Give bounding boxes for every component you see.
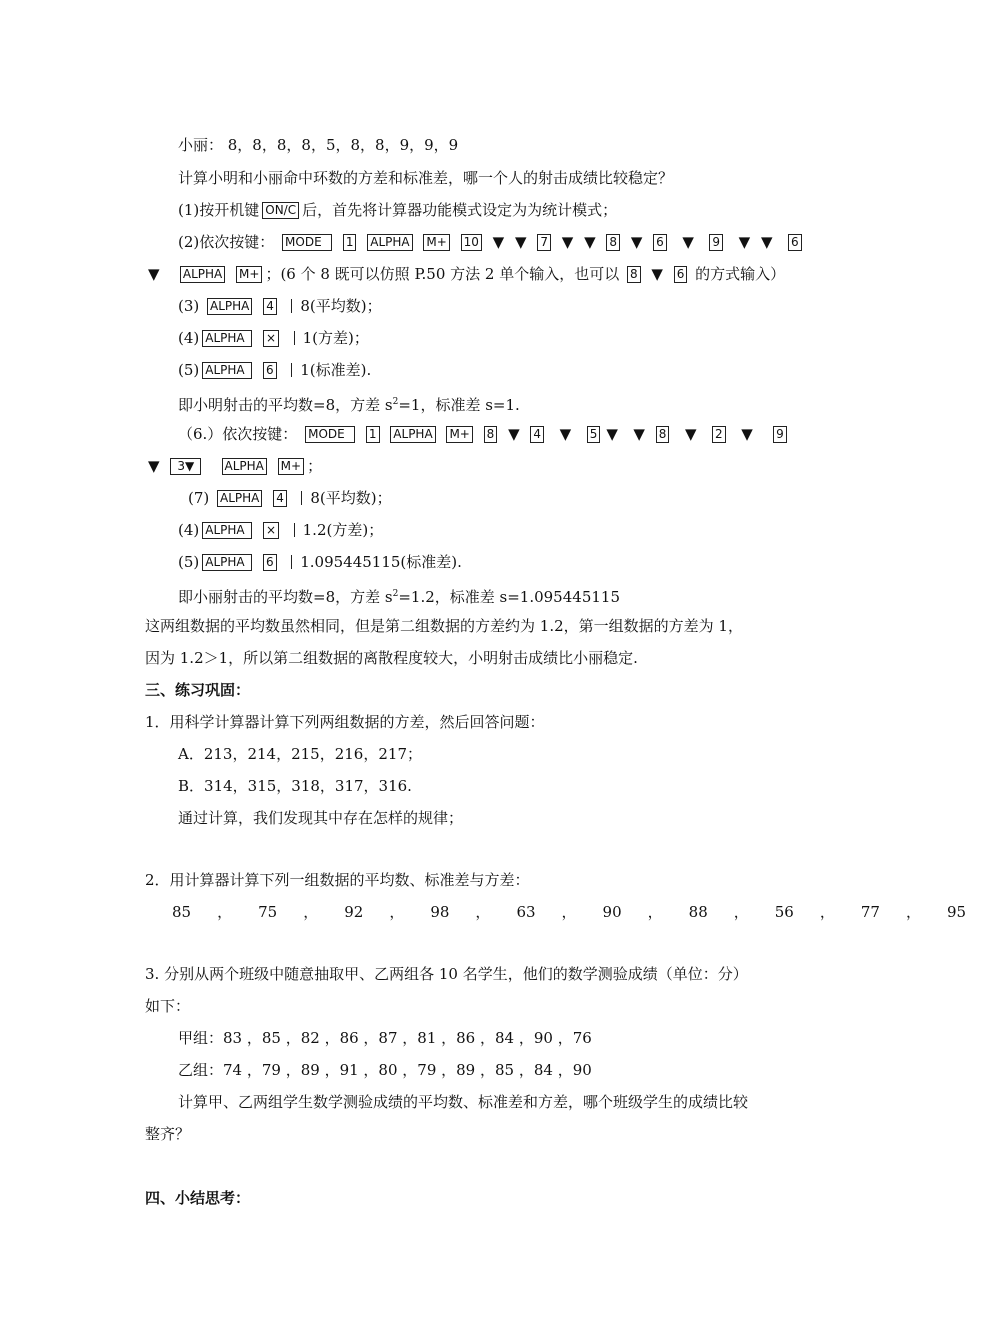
number-value: 95 [946,903,967,921]
question-3-task: 计算甲、乙两组学生数学测验成绩的平均数、标准差和方差，哪个班级学生的成绩比较 [178,1093,749,1111]
key-8: 8 [656,426,670,443]
separator: ， [905,903,921,921]
key-7: 7 [537,234,551,251]
key-3: 3▼ [170,458,201,475]
key-6: 6 [263,362,277,379]
text-line: (3) ALPHA 4 8(平均数)； [178,297,382,315]
down-arrow-icon: ▼ [741,425,753,443]
down-arrow-icon: ▼ [148,457,160,475]
number-value: 63 [516,903,536,921]
text-line: 这两组数据的平均数虽然相同，但是第二组数据的方差约为 1.2，第一组数据的方差为 1， [145,617,743,635]
key-mplus: M+ [446,426,472,443]
key-alpha: ALPHA [202,554,252,571]
question-1: 1．用科学计算器计算下列两组数据的方差，然后回答问题： [145,713,545,731]
down-arrow-icon: ▼ [738,233,751,251]
down-arrow-icon: ▼ [633,425,645,443]
text-line: (7) ALPHA 4 8(平均数)； [188,489,392,507]
number-value: 88 [688,903,708,921]
down-arrow-icon: ▼ [684,425,697,443]
down-arrow-icon: ▼ [508,425,520,443]
question-1-b: B．314，315，318，317，316. [178,777,412,795]
down-arrow-icon: ▼ [682,233,694,251]
key-onc: ON/C [262,202,299,219]
text-line: ▼ ALPHA M+ ；(6 个 8 既可以仿照 P.50 方法 2 单个输入，也可以 8 ▼ 6 的方式输入） [148,265,786,283]
question-3: 3. 分别从两个班级中随意抽取甲、乙两组各 10 名学生，他们的数学测验成绩（单位：分） [145,965,748,983]
text-line: （6.）依次按键： MODE 1 ALPHA M+ 8 ▼ 4 ▼ 5 ▼ ▼ 8 ▼ 2 ▼ 9 [178,424,790,444]
key-6: 6 [263,554,277,571]
question-2-numbers [172,902,992,922]
down-arrow-icon: ▼ [148,265,160,283]
key-alpha: ALPHA [180,266,225,283]
key-5: 5 [587,426,601,443]
key-alpha: ALPHA [390,426,435,443]
separator: ， [217,903,233,921]
key-times: × [263,330,279,347]
section-heading: 四、小结思考： [145,1189,251,1207]
separator: ， [819,903,835,921]
key-mplus: M+ [423,234,449,251]
key-mode: MODE [282,234,332,251]
question-1-a: A．213，214，215，216，217； [178,745,422,763]
separator: ， [647,903,663,921]
key-6: 6 [788,234,802,251]
key-mode: MODE [305,426,355,443]
down-arrow-icon: ▼ [561,233,574,251]
number-value: 98 [430,903,450,921]
down-arrow-icon: ▼ [492,233,505,251]
key-times: × [263,522,279,539]
text-line: (4) ALPHA × 1(方差)； [178,329,369,347]
key-1: 1 [343,234,357,251]
text-line: 即小明射击的平均数=8，方差 $s^2=1$，标准差 s=1. [178,396,520,414]
separator: ， [733,903,749,921]
key-4: 4 [263,298,277,315]
text-line: ▼ 3▼ ALPHA M+ ； [148,457,323,475]
question-3-group-b: 乙组：74 ，79 ，89 ，91 ，80 ，79 ，89 ，85 ，84 ，90 [178,1061,592,1079]
separator: ， [475,903,491,921]
number-value: 77 [860,903,880,921]
number-value: 56 [774,903,794,921]
separator: ， [303,903,319,921]
key-alpha: ALPHA [202,522,252,539]
key-alpha: ALPHA [367,234,412,251]
number-value: 90 [602,903,622,921]
text-line: (4) ALPHA × 1.2(方差)； [178,521,384,539]
down-arrow-icon: ▼ [630,233,643,251]
text-line: 计算小明和小丽命中环数的方差和标准差，哪一个人的射击成绩比较稳定？ [178,169,674,187]
separator: ， [389,903,405,921]
key-1: 1 [366,426,380,443]
number-value: 92 [344,903,364,921]
question-3-task: 整齐？ [145,1125,191,1143]
key-alpha: ALPHA [222,458,267,475]
text-line: 因为 1.2＞1，所以第二组数据的离散程度较大，小明射击成绩比小丽稳定. [145,649,638,667]
text-line: (5) ALPHA 6 1(标准差). [178,361,372,379]
question-3: 如下： [145,997,191,1015]
key-alpha: ALPHA [217,490,262,507]
down-arrow-icon: ▼ [584,233,596,251]
key-alpha: ALPHA [202,330,252,347]
text-line: 小丽： 8，8，8，8，5，8，8，9，9，9 [178,136,459,154]
down-arrow-icon: ▼ [514,233,527,251]
key-6: 6 [674,266,688,283]
question-1-c: 通过计算，我们发现其中存在怎样的规律； [178,809,464,827]
key-9: 9 [773,426,787,443]
down-arrow-icon: ▼ [606,425,618,443]
key-8: 8 [484,426,498,443]
question-3-group-a: 甲组：83 ，85 ，82 ，86 ，87 ，81 ，86 ，84 ，90 ，76 [178,1029,592,1047]
key-2: 2 [712,426,726,443]
key-8: 8 [606,234,620,251]
down-arrow-icon: ▼ [760,233,773,251]
text-line: (1)按开机键 ON/C 后，首先将计算器功能模式设定为为统计模式； [178,201,618,219]
text-line: (2)依次按键： MODE 1 ALPHA M+ 10 ▼ ▼ 7 ▼ ▼ 8 ▼ 6 ▼ 9 ▼ ▼ 6 [178,232,805,252]
key-4: 4 [273,490,287,507]
key-alpha: ALPHA [207,298,252,315]
text-line: (5) ALPHA 6 1.095445115(标准差). [178,553,462,571]
question-2: 2．用计算器计算下列一组数据的平均数、标准差与方差： [145,871,530,889]
key-mplus: M+ [278,458,304,475]
key-8: 8 [627,266,641,283]
key-mplus: M+ [236,266,262,283]
key-alpha: ALPHA [202,362,252,379]
section-heading: 三、练习巩固： [145,681,251,699]
down-arrow-icon: ▼ [651,265,663,283]
number-value: 85 [172,903,192,921]
key-4: 4 [530,426,544,443]
text-line: 即小丽射击的平均数=8，方差 $s^2=1.2$，标准差 s=1.095445115 [178,588,620,606]
key-10: 10 [461,234,482,251]
down-arrow-icon: ▼ [184,459,195,473]
key-9: 9 [709,234,723,251]
number-value: 75 [258,903,278,921]
separator: ， [561,903,577,921]
key-6: 6 [653,234,667,251]
down-arrow-icon: ▼ [559,425,572,443]
